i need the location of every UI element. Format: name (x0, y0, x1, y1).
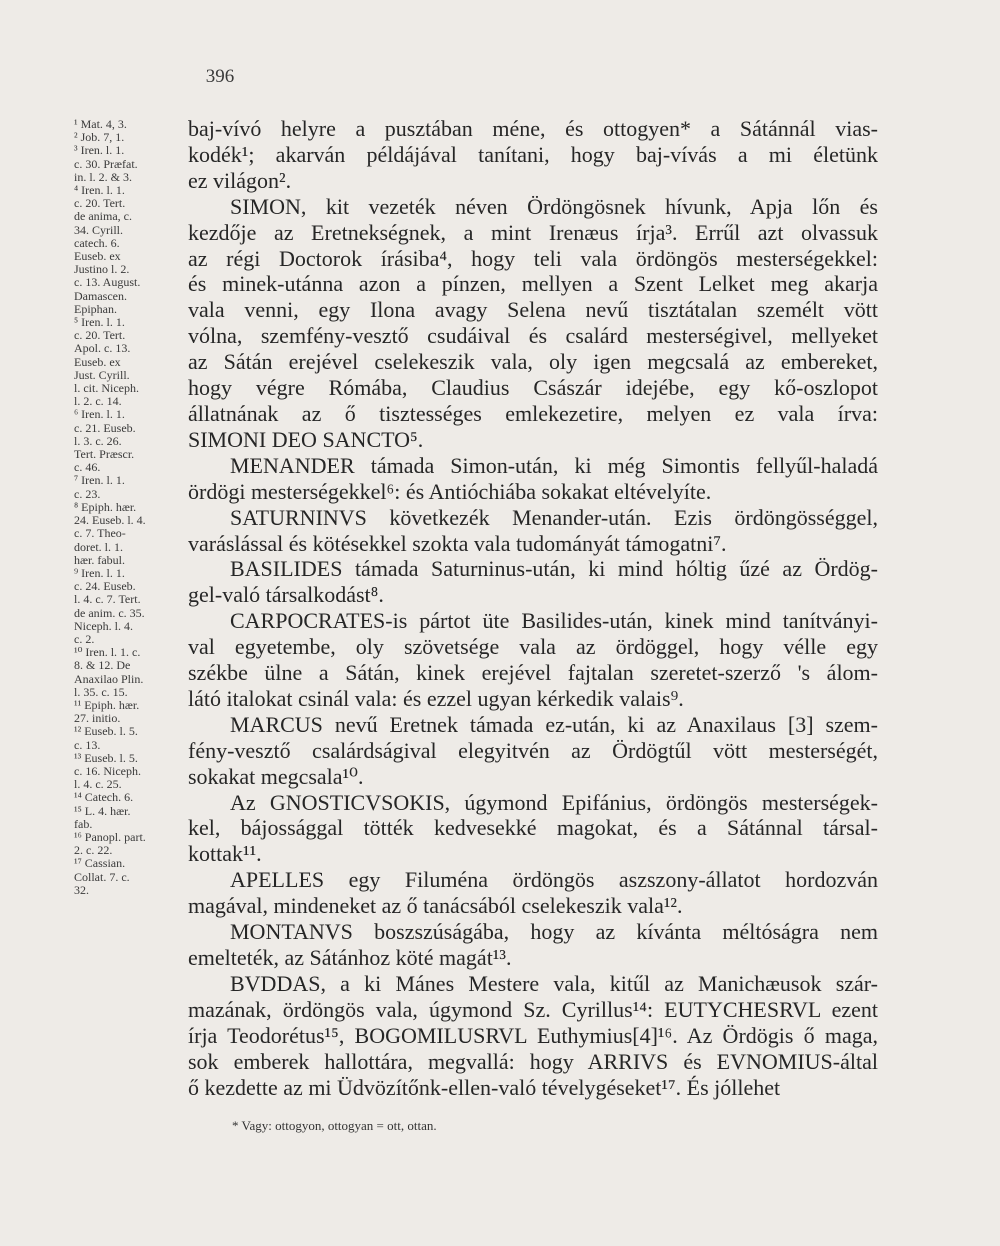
margin-note: ¹⁴ Catech. 6. (74, 790, 134, 805)
text-line: az Sátán erejével cselekeszik vala, oly igen megcsalá az embereket, (188, 349, 878, 375)
margin-note: ⁸ Epiph. hær. (74, 499, 137, 514)
margin-note: c. 30. Præfat. (74, 156, 138, 171)
margin-note: ⁶ Iren. l. 1. (74, 407, 125, 422)
text-line: sokakat megcsala¹⁰. (188, 763, 364, 789)
margin-note: ¹⁷ Cassian. (74, 856, 126, 871)
margin-note: de anim. c. 35. (74, 605, 145, 620)
margin-note: de anima, c. (74, 209, 132, 224)
text-line: ő kezdette az mi Üdvözítőnk-ellen-való tévelygéseket¹⁷. És jóllehet (188, 1074, 781, 1100)
margin-note: ¹² Euseb. l. 5. (74, 724, 138, 739)
margin-note: fab. (74, 816, 93, 831)
text-line: vólna, szemfény-vesztő csudáival és csalárd mesterségivel, mellyeket (188, 323, 878, 349)
text-line: MENANDER támada Simon-után, ki még Simontis fellyűl-haladá (230, 452, 878, 478)
page-number: 396 (205, 66, 235, 87)
margin-note: 24. Euseb. l. 4. (74, 513, 146, 528)
margin-note: c. 7. Theo- (74, 526, 126, 541)
margin-note: c. 13. August. (74, 275, 141, 290)
text-line: kezdője az Eretnekségnek, a mint Irenæus írja³. Errűl azt olvassuk (188, 219, 878, 245)
margin-note: Just. Cyrill. (74, 367, 130, 382)
margin-note: c. 21. Euseb. (74, 420, 136, 435)
margin-note: c. 20. Tert. (74, 196, 126, 211)
margin-note: Anaxilao Plin. (74, 671, 144, 686)
margin-note: doret. l. 1. (74, 539, 123, 554)
margin-note: l. 35. c. 15. (74, 684, 128, 699)
text-line: sok emberek hallottára, megvallá: hogy ARRIVS és EVNOMIUS-által (188, 1048, 878, 1074)
text-line: SIMONI DEO SANCTO⁵. (188, 426, 424, 452)
text-line: és minek-utánna azon a pínzen, mellyen a Szent Lelket meg akarja (188, 271, 878, 297)
text-line: írja Teodorétus¹⁵, BOGOMILUSRVL Euthymius[4]¹⁶. Az Ördögis ő maga, (188, 1022, 878, 1048)
margin-note: c. 16. Niceph. (74, 763, 141, 778)
margin-note: catech. 6. (74, 235, 120, 250)
text-line: SIMON, kit vezeték néven Ördöngösnek hívunk, Apja lőn és (230, 193, 878, 219)
margin-notes (74, 118, 184, 897)
margin-note: c. 20. Tert. (74, 328, 126, 343)
margin-note: Collat. 7. c. (74, 869, 130, 884)
margin-note: 8. & 12. De (74, 658, 131, 673)
body-text (188, 116, 878, 1100)
footnote: * Vagy: ottogyon, ottogyan = ott, ottan. (232, 1118, 437, 1133)
text-line: gel-való társalkodást⁸. (188, 582, 384, 608)
margin-note: l. 3. c. 26. (74, 433, 122, 448)
text-line: mazának, ördöngös vala, úgymond Sz. Cyrillus¹⁴: EUTYCHESRVL ezent (188, 996, 878, 1022)
margin-note: 2. c. 22. (74, 843, 113, 858)
text-line: kodék¹; akarván példájával tanítani, hogy baj-vívás a mi életünk (188, 141, 878, 167)
margin-note: l. cit. Niceph. (74, 381, 139, 396)
text-line: hogy végre Rómába, Claudius Császár idejébe, egy kő-oszlopot (188, 375, 878, 401)
margin-note: ¹⁶ Panopl. part. (74, 829, 146, 844)
margin-note: ¹ Mat. 4, 3. (74, 117, 127, 131)
text-line: BVDDAS, a ki Mánes Mestere vala, kitűl az Manichæusok szár- (230, 970, 878, 996)
margin-note: c. 46. (74, 460, 101, 475)
text-line: MONTANVS boszszúságába, hogy az kívánta méltóságra nem (230, 919, 878, 945)
margin-note: 27. initio. (74, 711, 121, 726)
margin-note: ¹⁵ L. 4. hær. (74, 803, 131, 818)
text-line: állatnának az ő tisztességes emlekezetire, melyen ez vala írva: (188, 400, 878, 426)
margin-note: c. 2. (74, 631, 95, 646)
margin-note: ² Job. 7, 1. (74, 130, 125, 145)
text-line: Az GNOSTICVSOKIS, úgymond Epifánius, ördöngös mesterségek- (230, 789, 878, 815)
text-line: CARPOCRATES-is pártot üte Basilides-után, kinek mind tanítványi- (230, 608, 878, 634)
text-line: emelteték, az Sátánhoz köté magát¹³. (188, 945, 512, 970)
margin-note: 32. (74, 882, 89, 897)
text-line: kottak¹¹. (188, 841, 262, 867)
margin-note: ¹⁰ Iren. l. 1. c. (74, 645, 141, 660)
text-line: APELLES egy Filuména ördöngös aszszony-állatot hordozván (230, 867, 878, 893)
margin-note: ⁵ Iren. l. 1. (74, 315, 125, 330)
text-line: varáslással és kötésekkel szokta vala tudományát támogatni⁷. (188, 530, 727, 556)
margin-note: ¹³ Euseb. l. 5. (74, 750, 138, 765)
text-line: székbe ülne a Sátán, kinek erejével fajtalan szeretet-szerző 's álom- (188, 660, 878, 686)
text-line: fény-vesztő csalárdságival elegyitvén az Ördögtűl vött mesterségét, (188, 737, 878, 763)
text-line: val egyetembe, oly szövetsége vala az ördöggel, hogy vélle egy (188, 634, 878, 660)
margin-note: Damascen. (74, 288, 127, 303)
text-line: vala venni, egy Ilona avagy Selena nevű tisztátalan személt vött (188, 297, 878, 323)
text-line: az régi Doctorok írásiba⁴, hogy teli vala ördöngös mesterségekkel: (188, 245, 878, 271)
margin-note: ⁹ Iren. l. 1. (74, 565, 125, 580)
margin-note: Justino l. 2. (74, 262, 130, 277)
margin-note: l. 2. c. 14. (74, 394, 122, 409)
margin-note: l. 4. c. 25. (74, 777, 122, 792)
margin-note: l. 4. c. 7. Tert. (74, 592, 141, 607)
text-line: baj-vívó helyre a pusztában méne, és ottogyen* a Sátánnál vias- (188, 116, 878, 141)
text-line: magával, mindeneket az ő tanácsából cselekeszik vala¹². (188, 893, 683, 919)
margin-note: c. 23. (74, 486, 101, 501)
margin-note: ⁷ Iren. l. 1. (74, 473, 125, 488)
margin-note: ¹¹ Epiph. hær. (74, 697, 140, 712)
margin-note: Euseb. ex (74, 249, 121, 264)
text-line: kel, bájossággal tötték kedvesekké magokat, és a Sátánnal társal- (188, 815, 878, 841)
margin-note: Epiphan. (74, 301, 117, 316)
margin-note: c. 13. (74, 737, 101, 752)
text-line: ördögi mesterségekkel⁶: és Antióchiába sokakat eltévelyíte. (188, 478, 712, 504)
text-line: BASILIDES támada Saturninus-után, ki mind hóltig űzé az Ördög- (230, 556, 878, 582)
margin-note: Euseb. ex (74, 354, 121, 369)
margin-note: ³ Iren. l. 1. (74, 143, 125, 158)
margin-note: in. l. 2. & 3. (74, 169, 133, 184)
text-line: SATURNINVS következék Menander-után. Ezis ördöngösséggel, (230, 504, 878, 530)
margin-note: ⁴ Iren. l. 1. (74, 183, 125, 198)
margin-note: Niceph. l. 4. (74, 618, 133, 633)
text-line: látó italokat csinál vala: és ezzel ugyan kérkedik valais⁹. (188, 685, 684, 711)
text-line: ez világon². (188, 167, 292, 193)
margin-note: Tert. Præscr. (74, 447, 135, 462)
margin-note: Apol. c. 13. (74, 341, 131, 356)
margin-note: 34. Cyrill. (74, 222, 124, 237)
text-line: MARCUS nevű Eretnek támada ez-után, ki az Anaxilaus [3] szem- (230, 711, 878, 737)
margin-note: hær. fabul. (74, 552, 125, 567)
margin-note: c. 24. Euseb. (74, 579, 136, 594)
